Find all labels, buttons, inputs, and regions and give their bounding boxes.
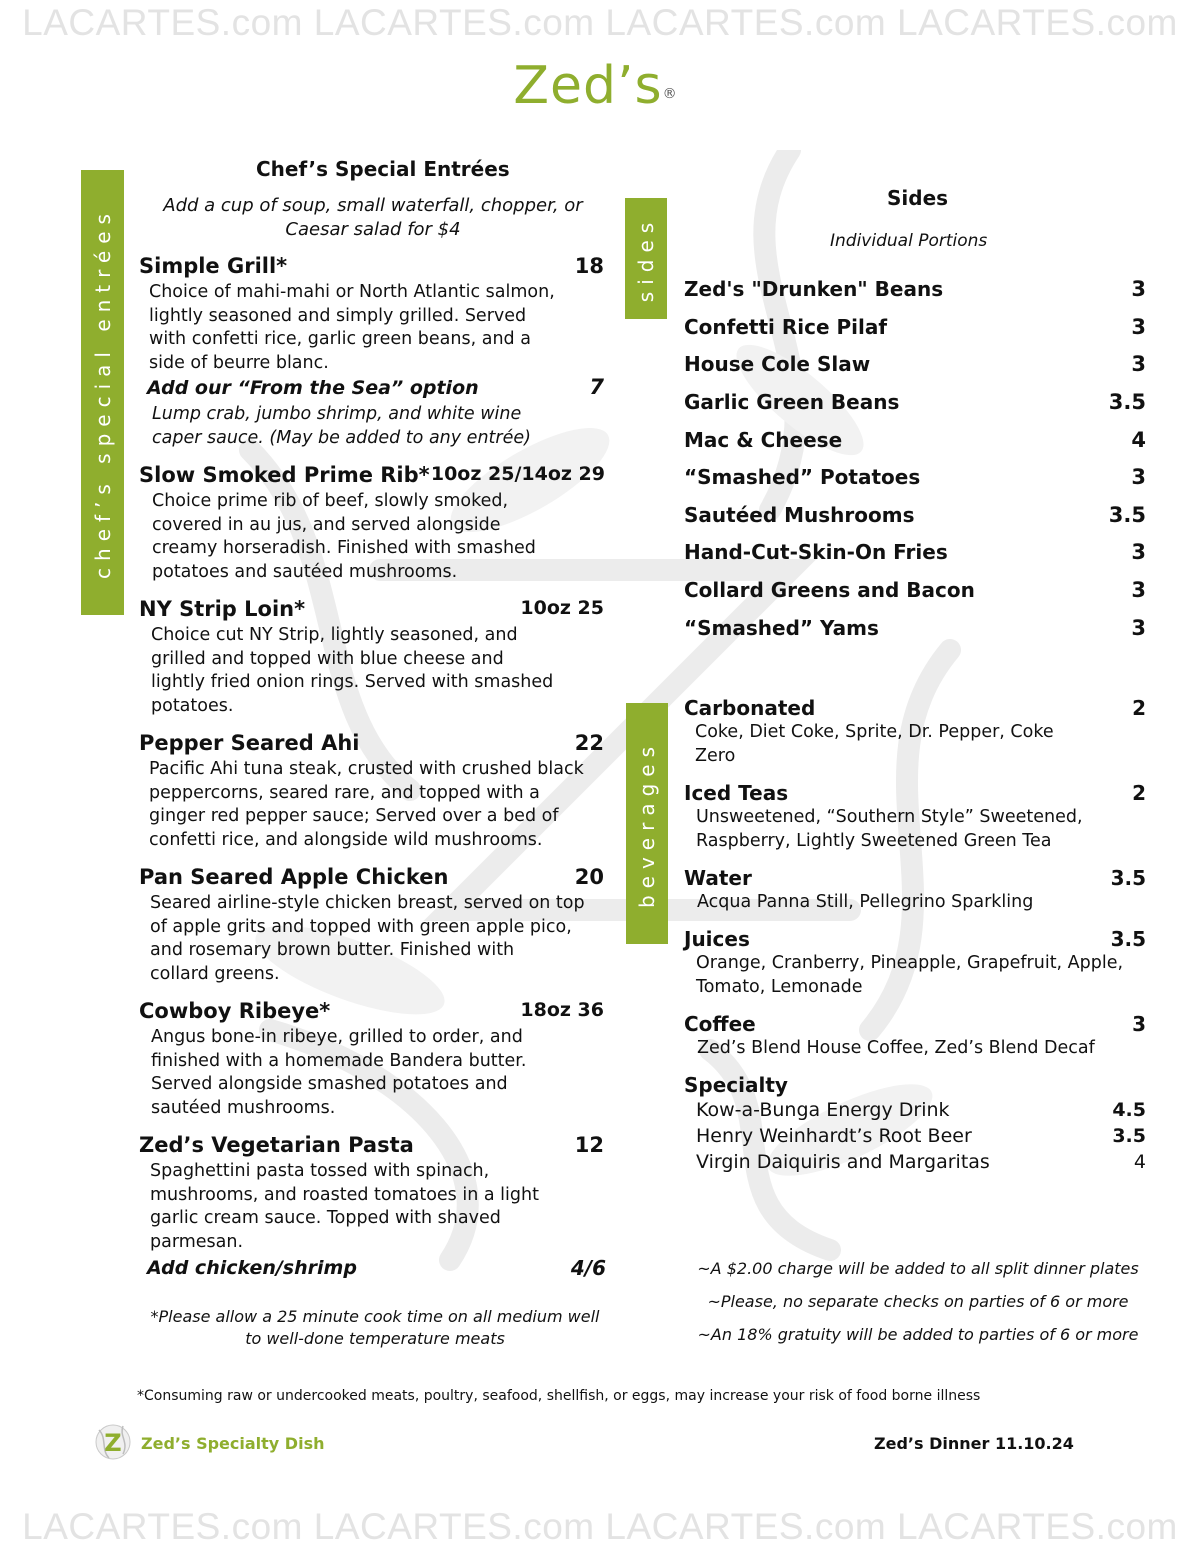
entree-description bbox=[149, 758, 619, 852]
description-line: creamy horseradish. Finished with smashed bbox=[152, 538, 536, 558]
entrees-title: Chef’s Special Entrées bbox=[256, 157, 510, 181]
description-line: lightly seasoned and simply grilled. Served bbox=[149, 305, 527, 326]
menu-version: Zed’s Dinner 11.10.24 bbox=[874, 1434, 1074, 1453]
entree-description bbox=[151, 624, 621, 718]
side-name: Garlic Green Beans bbox=[684, 390, 900, 414]
side-name: “Smashed” Potatoes bbox=[684, 465, 921, 489]
side-price: 3 bbox=[1131, 540, 1146, 564]
addon-name: Add our “From the Sea” option bbox=[147, 377, 479, 399]
specialty-price: 4 bbox=[1133, 1151, 1146, 1173]
description-line: confetti rice, and alongside wild mushrooms. bbox=[149, 829, 543, 850]
description-line: Seared airline-style chicken breast, served on top bbox=[150, 893, 585, 913]
description-line: finished with a homemade Bandera butter. bbox=[151, 1050, 527, 1071]
entree-description bbox=[151, 1026, 621, 1120]
sides-subtitle: Individual Portions bbox=[830, 231, 988, 251]
policy-line: ~A $2.00 charge will be added to all split dinner plates bbox=[697, 1259, 1139, 1278]
entree-description bbox=[149, 281, 619, 375]
addon-name: Add chicken/shrimp bbox=[147, 1257, 357, 1279]
sides-title: Sides bbox=[887, 186, 949, 210]
entree-price: 10oz 25 bbox=[520, 597, 604, 619]
registered-mark: ® bbox=[662, 86, 677, 102]
description-line: caper sauce. (May be added to any entrée) bbox=[152, 427, 531, 448]
description-line: covered in au jus, and served alongside bbox=[152, 514, 501, 535]
beverage-price: 3.5 bbox=[1110, 927, 1146, 951]
specialty-price: 3.5 bbox=[1112, 1125, 1146, 1147]
description-line: Zero bbox=[695, 745, 736, 766]
entree-price: 18oz 36 bbox=[520, 999, 604, 1021]
side-price: 3 bbox=[1131, 578, 1146, 602]
description-line: Spaghettini pasta tossed with spinach, bbox=[150, 1161, 490, 1181]
tab-chefs-special-entrees bbox=[81, 170, 124, 615]
side-item bbox=[684, 465, 1146, 493]
description-line: lightly fried onion rings. Served with smashed bbox=[151, 672, 554, 692]
beverage-name: Iced Teas bbox=[684, 781, 789, 805]
entree-name: Cowboy Ribeye* bbox=[139, 999, 331, 1023]
beverage-price: 3 bbox=[1132, 1012, 1146, 1036]
tab-sides bbox=[625, 198, 667, 319]
side-item bbox=[684, 390, 1146, 418]
specialty-logo-letter: Z bbox=[104, 1429, 122, 1457]
policy-notes bbox=[680, 1259, 1156, 1358]
note-line: *Please allow a 25 minute cook time on all medium well bbox=[150, 1307, 600, 1326]
beverage-price: 2 bbox=[1132, 781, 1146, 805]
description-line: grilled and topped with blue cheese and bbox=[151, 648, 504, 669]
side-name: Hand-Cut-Skin-On Fries bbox=[684, 540, 948, 564]
description-line: Raspberry, Lightly Sweetened Green Tea bbox=[696, 830, 1052, 851]
entree-name: Pan Seared Apple Chicken bbox=[139, 865, 449, 889]
brand-name: Zed’s bbox=[513, 56, 663, 116]
specialty-price: 4.5 bbox=[1112, 1099, 1146, 1121]
description-line: garlic cream sauce. Topped with shaved bbox=[150, 1208, 501, 1228]
side-item bbox=[684, 616, 1146, 644]
description-line: Choice cut NY Strip, lightly seasoned, and bbox=[151, 625, 518, 645]
specialty-name: Henry Weinhardt’s Root Beer bbox=[696, 1125, 972, 1147]
description-line: parmesan. bbox=[150, 1231, 244, 1252]
cook-time-note bbox=[130, 1306, 620, 1350]
side-price: 3 bbox=[1131, 277, 1146, 301]
description-line: Pacific Ahi tuna steak, crusted with crushed black bbox=[149, 759, 584, 779]
side-name: Sautéed Mushrooms bbox=[684, 503, 915, 527]
entree-price: 22 bbox=[574, 731, 604, 755]
description-line: sautéed mushrooms. bbox=[151, 1097, 336, 1118]
beverage-description bbox=[696, 952, 1123, 999]
tab-label-entrees: chef’s special entrées bbox=[90, 206, 115, 579]
addon-price: 4/6 bbox=[570, 1256, 606, 1280]
watermark-top: LACARTES.com LACARTES.com LACARTES.com LACARTES.com bbox=[22, 2, 1178, 43]
side-name: Collard Greens and Bacon bbox=[684, 578, 975, 602]
description-line: Acqua Panna Still, Pellegrino Sparkling bbox=[697, 892, 1034, 912]
beverage-price: 2 bbox=[1132, 696, 1146, 720]
description-line: peppercorns, seared rare, and topped with a bbox=[149, 782, 540, 803]
specialty-dish-label: Zed’s Specialty Dish bbox=[141, 1434, 325, 1453]
side-item bbox=[684, 315, 1146, 343]
description-line: Choice of mahi-mahi or North Atlantic salmon, bbox=[149, 282, 555, 302]
description-line: with confetti rice, garlic green beans, and a bbox=[149, 329, 531, 349]
description-line: potatoes and sautéed mushrooms. bbox=[152, 561, 458, 582]
side-price: 3 bbox=[1131, 352, 1146, 376]
addon-price: 7 bbox=[589, 375, 604, 399]
side-price: 3 bbox=[1131, 616, 1146, 640]
entree-name: Pepper Seared Ahi bbox=[139, 731, 360, 755]
specialty-dish-icon bbox=[93, 1420, 133, 1464]
side-item bbox=[684, 428, 1146, 456]
side-item bbox=[684, 277, 1146, 305]
side-item bbox=[684, 352, 1146, 380]
entree-price: 12 bbox=[574, 1133, 604, 1157]
tab-label-beverages: beverages bbox=[635, 739, 659, 908]
entree-description bbox=[150, 1160, 620, 1254]
policy-line: ~Please, no separate checks on parties of 6 or more bbox=[707, 1292, 1129, 1311]
side-name: “Smashed” Yams bbox=[684, 616, 879, 640]
beverage-name: Carbonated bbox=[684, 696, 816, 720]
specialty-item bbox=[696, 1099, 1146, 1125]
side-name: Confetti Rice Pilaf bbox=[684, 315, 888, 339]
beverage-name: Coffee bbox=[684, 1012, 756, 1036]
entree-price: 18 bbox=[574, 254, 604, 278]
entree-name: Zed’s Vegetarian Pasta bbox=[139, 1133, 414, 1157]
entrees-subtitle bbox=[140, 194, 606, 242]
entree-name: NY Strip Loin* bbox=[139, 597, 306, 621]
side-price: 3 bbox=[1131, 315, 1146, 339]
consumption-warning: *Consuming raw or undercooked meats, poultry, seafood, shellfish, or eggs, may increase your risk of food borne illness bbox=[137, 1388, 981, 1404]
addon-description bbox=[152, 403, 622, 450]
specialty-list bbox=[696, 1099, 1146, 1177]
description-line: potatoes. bbox=[151, 695, 234, 716]
beverage-name: Juices bbox=[684, 927, 750, 951]
side-item bbox=[684, 578, 1146, 606]
side-price: 4 bbox=[1131, 428, 1146, 452]
description-line: Tomato, Lemonade bbox=[696, 976, 863, 997]
policy-line: ~An 18% gratuity will be added to parties of 6 or more bbox=[697, 1325, 1139, 1344]
description-line: side of beurre blanc. bbox=[149, 352, 329, 373]
entree-description bbox=[150, 892, 620, 986]
entrees-subtitle-line: Caesar salad for $4 bbox=[285, 219, 461, 240]
beverage-name: Specialty bbox=[684, 1073, 788, 1097]
tab-label-sides: sides bbox=[634, 215, 658, 302]
description-line: Zed’s Blend House Coffee, Zed’s Blend Decaf bbox=[697, 1038, 1095, 1058]
description-line: Served alongside smashed potatoes and bbox=[151, 1074, 508, 1094]
side-price: 3 bbox=[1131, 465, 1146, 489]
specialty-item bbox=[696, 1151, 1146, 1177]
side-price: 3.5 bbox=[1108, 390, 1146, 414]
entree-description bbox=[152, 490, 622, 584]
specialty-item bbox=[696, 1125, 1146, 1151]
beverage-description bbox=[695, 721, 1054, 768]
side-name: Mac & Cheese bbox=[684, 428, 843, 452]
specialty-name: Kow-a-Bunga Energy Drink bbox=[696, 1099, 950, 1121]
beverage-description bbox=[697, 1037, 1095, 1061]
description-line: Angus bone-in ribeye, grilled to order, and bbox=[151, 1027, 523, 1047]
brand-logo bbox=[0, 56, 1190, 116]
side-item bbox=[684, 503, 1146, 531]
beverage-description bbox=[697, 891, 1033, 915]
specialty-name: Virgin Daiquiris and Margaritas bbox=[696, 1151, 990, 1173]
description-line: Orange, Cranberry, Pineapple, Grapefruit, Apple, bbox=[696, 953, 1124, 973]
beverage-description bbox=[696, 806, 1083, 853]
entree-price: 20 bbox=[574, 865, 604, 889]
side-name: House Cole Slaw bbox=[684, 352, 871, 376]
entree-price: 10oz 25/14oz 29 bbox=[430, 463, 605, 485]
entrees-subtitle-line: Add a cup of soup, small waterfall, chopper, or bbox=[163, 195, 583, 216]
side-price: 3.5 bbox=[1108, 503, 1146, 527]
description-line: Unsweetened, “Southern Style” Sweetened, bbox=[696, 807, 1083, 827]
side-name: Zed's "Drunken" Beans bbox=[684, 277, 944, 301]
description-line: Lump crab, jumbo shrimp, and white wine bbox=[152, 404, 522, 424]
tab-beverages bbox=[626, 703, 668, 944]
description-line: collard greens. bbox=[150, 963, 280, 984]
entree-name: Slow Smoked Prime Rib* bbox=[139, 463, 430, 487]
description-line: Coke, Diet Coke, Sprite, Dr. Pepper, Coke bbox=[695, 722, 1054, 742]
side-item bbox=[684, 540, 1146, 568]
description-line: ginger red pepper sauce; Served over a bed of bbox=[149, 806, 559, 826]
beverage-price: 3.5 bbox=[1110, 866, 1146, 890]
watermark-bottom: LACARTES.com LACARTES.com LACARTES.com LACARTES.com bbox=[22, 1506, 1178, 1547]
note-line: to well-done temperature meats bbox=[245, 1329, 505, 1348]
entree-name: Simple Grill* bbox=[139, 254, 288, 278]
description-line: Choice prime rib of beef, slowly smoked, bbox=[152, 491, 509, 511]
description-line: and rosemary brown butter. Finished with bbox=[150, 940, 515, 960]
description-line: of apple grits and topped with green apple pico, bbox=[150, 916, 572, 937]
description-line: mushrooms, and roasted tomatoes in a light bbox=[150, 1184, 539, 1205]
beverage-name: Water bbox=[684, 866, 752, 890]
